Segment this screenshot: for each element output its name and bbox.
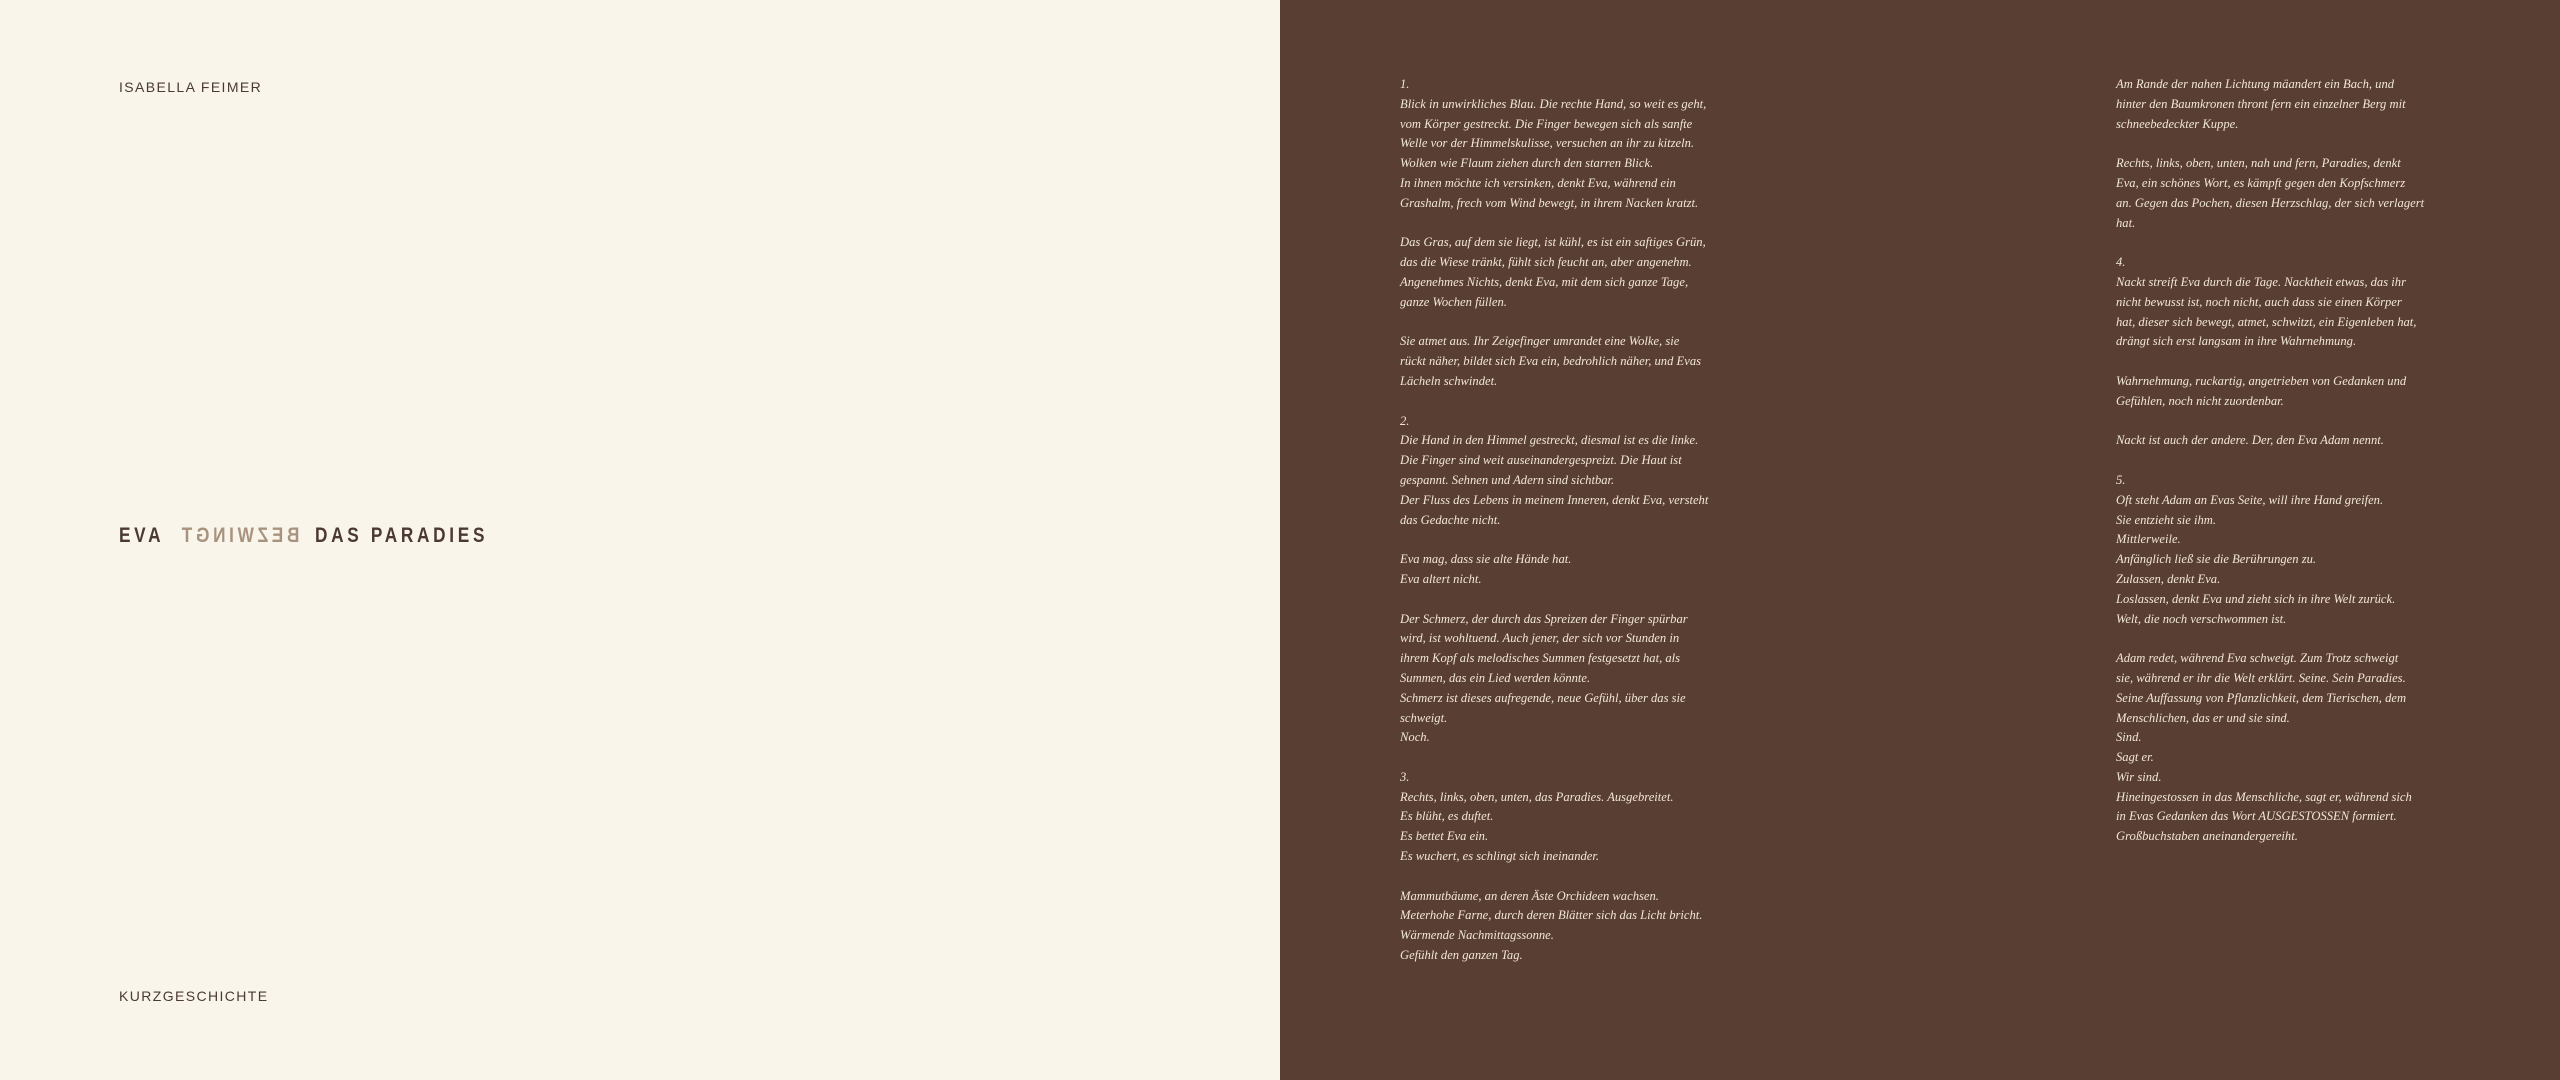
text-line: Menschlichen, das er und sie sind. [2116, 710, 2290, 725]
text-line: Zulassen, denkt Eva. [2116, 571, 2221, 586]
paragraph [1400, 550, 1740, 590]
text-line: Die Hand in den Himmel gestreckt, diesmal ist es die linke. [1400, 433, 1699, 448]
text-line: Grashalm, frech vom Wind bewegt, in ihrem Nacken kratzt. [1400, 195, 1699, 210]
text-line: Nackt streift Eva durch die Tage. Nacktheit etwas, das ihr [2116, 274, 2406, 289]
paragraph [1400, 412, 1740, 531]
text-line: Wahrnehmung, ruckartig, angetrieben von Gedanken und [2116, 373, 2407, 388]
paragraph [2116, 154, 2456, 233]
text-line: wird, ist wohltuend. Auch jener, der sich vor Stunden in [1400, 631, 1680, 646]
text-line: Eva, ein schönes Wort, es kämpft gegen den Kopfschmerz [2116, 175, 2406, 190]
paragraph [1400, 233, 1740, 312]
text-line: Hineingestossen in das Menschliche, sagt er, während sich [2116, 789, 2412, 804]
text-line: Die Finger sind weit auseinandergespreizt. Die Haut ist [1400, 453, 1682, 468]
text-line: Sie entzieht sie ihm. [2116, 512, 2217, 527]
text-line: an. Gegen das Pochen, diesen Herzschlag, der sich verlagert [2116, 195, 2425, 210]
title-word-eva: EVA [119, 524, 164, 547]
text-line: Sind. [2116, 730, 2142, 745]
story-page [1280, 0, 2560, 1080]
text-line: nicht bewusst ist, noch nicht, auch dass sie einen Körper [2116, 294, 2402, 309]
text-line: Rechts, links, oben, unten, nah und fern, Paradies, denkt [2116, 156, 2401, 171]
text-line: Am Rande der nahen Lichtung mäandert ein Bach, und [2116, 77, 2395, 91]
author-name: ISABELLA FEIMER [119, 79, 263, 95]
genre-label: KURZGESCHICHTE [119, 988, 269, 1004]
title-word-mirrored: BEZWINGT [177, 524, 300, 547]
text-column-right [2116, 75, 2456, 867]
text-line: Gefühlen, noch nicht zuordenbar. [2116, 393, 2284, 408]
text-line: Mammutbäume, an deren Äste Orchideen wachsen. [1400, 888, 1659, 903]
text-line: Rechts, links, oben, unten, das Paradies. Ausgebreitet. [1400, 789, 1674, 804]
text-line: das Gedachte nicht. [1400, 512, 1501, 527]
text-column-left [1400, 75, 1740, 986]
text-line: Oft steht Adam an Evas Seite, will ihre Hand greifen. [2116, 492, 2384, 507]
text-line: sie, während er ihr die Welt erklärt. Seine. Sein Paradies. [2116, 670, 2406, 685]
paragraph [1400, 332, 1740, 391]
paragraph [2116, 372, 2456, 412]
paragraph [2116, 253, 2456, 352]
paragraph [2116, 431, 2456, 451]
text-line: rückt näher, bildet sich Eva ein, bedrohlich näher, und Evas [1400, 354, 1702, 369]
text-line: Anfänglich ließ sie die Berührungen zu. [2116, 552, 2317, 567]
text-line: hat. [2116, 215, 2136, 230]
text-line: das die Wiese tränkt, fühlt sich feucht an, aber angenehm. [1400, 255, 1692, 270]
paragraph [2116, 75, 2456, 134]
text-line: Sagt er. [2116, 750, 2154, 765]
text-line: Es wuchert, es schlingt sich ineinander. [1400, 849, 1600, 864]
text-line: hat, dieser sich bewegt, atmet, schwitzt, ein Eigenleben hat, [2116, 314, 2417, 329]
text-line: 4. [2116, 255, 2126, 270]
text-line: gespannt. Sehnen und Adern sind sichtbar. [1400, 472, 1615, 487]
text-line: Es blüht, es duftet. [1400, 809, 1494, 824]
text-line: Adam redet, während Eva schweigt. Zum Trotz schweigt [2116, 651, 2399, 666]
text-line: Gefühlt den ganzen Tag. [1400, 948, 1523, 963]
paragraph [1400, 887, 1740, 966]
paragraph [1400, 610, 1740, 749]
text-line: ganze Wochen füllen. [1400, 294, 1507, 309]
text-line: schneebedeckter Kuppe. [2116, 116, 2239, 131]
text-line: Nackt ist auch der andere. Der, den Eva Adam nennt. [2116, 433, 2384, 448]
text-line: Welle vor der Himmelskulisse, versuchen an ihr zu kitzeln. [1400, 136, 1695, 151]
text-line: Wir sind. [2116, 769, 2162, 784]
text-line: Noch. [1400, 730, 1430, 745]
paragraph [2116, 471, 2456, 629]
text-line: Mittlerweile. [2116, 532, 2181, 547]
paragraph [1400, 75, 1740, 214]
text-line: 1. [1400, 77, 1410, 91]
story-title [119, 524, 488, 548]
text-line: Wolken wie Flaum ziehen durch den starren Blick. [1400, 156, 1654, 171]
text-line: Summen, das ein Lied werden könnte. [1400, 670, 1591, 685]
text-line: ihrem Kopf als melodisches Summen festgesetzt hat, als [1400, 651, 1681, 666]
text-line: Sie atmet aus. Ihr Zeigefinger umrandet eine Wolke, sie [1400, 334, 1680, 349]
text-line: In ihnen möchte ich versinken, denkt Eva, während ein [1400, 175, 1676, 190]
title-word-paradies: DAS PARADIES [314, 524, 489, 547]
text-line: Der Schmerz, der durch das Spreizen der Finger spürbar [1400, 611, 1688, 626]
text-line: Schmerz ist dieses aufregende, neue Gefühl, über das sie [1400, 690, 1686, 705]
text-line: Der Fluss des Lebens in meinem Inneren, denkt Eva, versteht [1400, 492, 1709, 507]
text-line: 3. [1400, 769, 1410, 784]
text-line: Es bettet Eva ein. [1400, 829, 1489, 844]
text-line: Loslassen, denkt Eva und zieht sich in ihre Welt zurück. [2116, 591, 2396, 606]
text-line: Seine Auffassung von Pflanzlichkeit, dem Tierischen, dem [2116, 690, 2407, 705]
text-line: hinter den Baumkronen thront fern ein einzelner Berg mit [2116, 96, 2406, 111]
text-line: vom Körper gestreckt. Die Finger bewegen sich als sanfte [1400, 116, 1693, 131]
paragraph [2116, 649, 2456, 847]
text-line: Wärmende Nachmittagssonne. [1400, 928, 1554, 943]
text-line: drängt sich erst langsam in ihre Wahrnehmung. [2116, 334, 2357, 349]
text-line: Großbuchstaben aneinandergereiht. [2116, 829, 2298, 844]
text-line: Welt, die noch verschwommen ist. [2116, 611, 2287, 626]
text-line: Eva mag, dass sie alte Hände hat. [1400, 552, 1572, 567]
text-line: 2. [1400, 413, 1410, 428]
text-line: Blick in unwirkliches Blau. Die rechte Hand, so weit es geht, [1400, 96, 1707, 111]
text-line: Angenehmes Nichts, denkt Eva, mit dem sich ganze Tage, [1400, 274, 1689, 289]
text-line: in Evas Gedanken das Wort AUSGESTOSSEN formiert. [2116, 809, 2397, 824]
text-line: Lächeln schwindet. [1400, 373, 1498, 388]
text-line: 5. [2116, 472, 2126, 487]
paragraph [1400, 768, 1740, 867]
text-line: schweigt. [1400, 710, 1448, 725]
text-line: Das Gras, auf dem sie liegt, ist kühl, es ist ein saftiges Grün, [1400, 235, 1706, 250]
text-line: Meterhohe Farne, durch deren Blätter sich das Licht bricht. [1400, 908, 1703, 923]
text-line: Eva altert nicht. [1400, 571, 1482, 586]
